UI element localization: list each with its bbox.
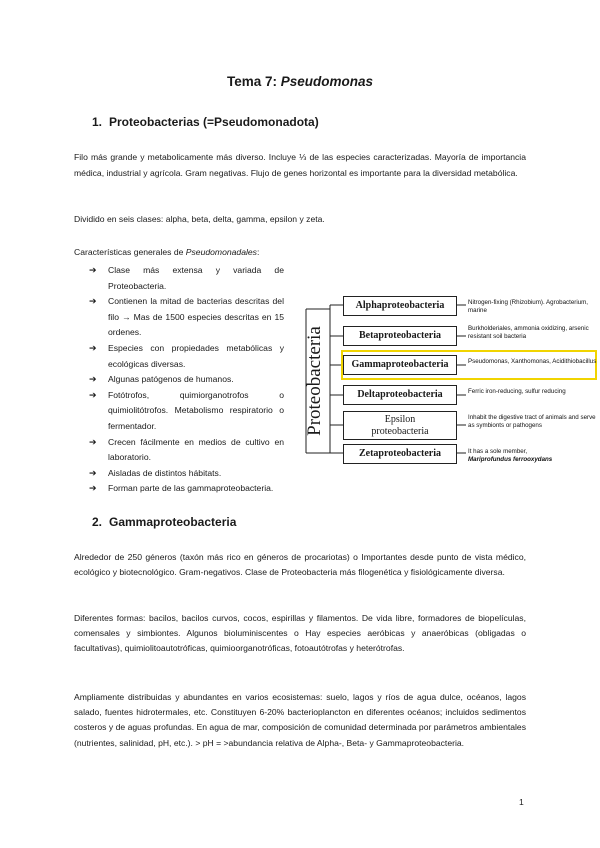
phylum-label: Proteobacteria — [304, 326, 326, 436]
class-desc-gamma: Pseudomonas, Xanthomonas, Acidithiobacillus — [468, 358, 597, 365]
list-item: ➔ Especies con propiedades metabólicas y ecológicas diversas. — [89, 342, 284, 369]
list-item: ➔ Clase más extensa y variada de Proteobacteria. — [89, 265, 284, 291]
arrow-icon: ➔ — [89, 296, 97, 307]
proteobacteria-diagram — [300, 287, 600, 477]
section-2-paragraph-2: Diferentes formas: bacilos, bacilos curvos, cocos, espirillas y filamentos. De vida libre, formadores de biopelículas, comensales y simbiontes. Algunos bioluminiscentes o Hay especies aeróbicas y anaeróbicas (obligadas o facultativas), quimiolitoautotróficas, quimioorganotróficas, fotoautótrofas y heterótrofas. — [74, 613, 526, 654]
class-box-alpha: Alphaproteobacteria — [343, 296, 457, 316]
section-2-paragraph-1: Alrededor de 250 géneros (taxón más rico en géneros de procariotas) o Importantes desde punto de vista médico, ecológico y biotecnológico. Gram-negativos. Clase de Proteobacteria más filogenética y fisiológicamente diversa. — [74, 552, 526, 578]
arrow-icon: ➔ — [89, 467, 97, 478]
characteristics-intro: Características generales de Pseudomonadales: — [74, 247, 260, 257]
arrow-icon: ➔ — [89, 436, 97, 447]
section-1-paragraph-1: Filo más grande y metabolicamente más diverso. Incluye ⅓ de las especies caracterizadas. Mayoría de importancia médica, industrial y agrícola. Gram negativas. Flujo de genes horizontal es importante para la diversidad metabólica. — [74, 152, 526, 178]
arrow-icon: ➔ — [89, 389, 97, 400]
list-item: ➔ Fotótrofos, quimiorganotrofos o quimiolitótrofos. Metabolismo respiratorio o fermentador. — [89, 389, 284, 431]
arrow-icon: ➔ — [89, 483, 97, 494]
page-number: 1 — [519, 797, 524, 807]
class-desc-alpha: Nitrogen-fixing (Rhizobium). Agrobacterium, marine — [468, 299, 589, 314]
class-box-beta: Betaproteobacteria — [343, 326, 457, 346]
class-box-delta: Deltaproteobacteria — [343, 385, 457, 405]
page-title: Tema 7: Pseudomonas — [226, 74, 374, 89]
list-item: ➔ Forman parte de las gammaproteobacteria. — [89, 481, 284, 497]
characteristics-list — [89, 263, 284, 497]
section-2-heading: 2. Gammaproteobacteria — [92, 515, 237, 529]
list-item: ➔ Algunas patógenos de humanos. — [89, 372, 284, 388]
section-1-heading: 1. Proteobacterias (=Pseudomonadota) — [92, 115, 319, 129]
class-desc-delta: Ferric iron-reducing, sulfur reducing — [468, 388, 566, 395]
class-desc-zeta: It has a sole member, Mariprofundus ferrooxydans — [468, 448, 553, 463]
list-item: ➔ Contienen la mitad de bacterias descritas del filo → Mas de 1500 especies descritas en 15 ordenes. — [89, 296, 284, 338]
arrow-icon: ➔ — [89, 374, 97, 385]
arrow-icon: ➔ — [89, 265, 97, 275]
class-desc-epsilon: Inhabit the digestive tract of animals and serve as symbionts or pathogens — [468, 414, 596, 429]
section-2-paragraph-3: Ampliamente distribuidas y abundantes en varios ecosistemas: suelo, lagos y ríos de agua dulce, océanos, lagos salado, fuentes hidrotermales, etc. Constituyen 6-20% bacterioplancton en diferentes océanos; incluidos sedimentos costeros y de aguas profundas. En agua de mar, composición de comunidad determinada por parámetros ambientales (nutrientes, salinidad, pH, etc.). > pH = >abundancia relativa de Alpha-, Beta- y Gammaproteobacteria. — [74, 692, 526, 748]
class-box-gamma: Gammaproteobacteria — [343, 355, 457, 375]
class-box-epsilon: Epsilon proteobacteria — [343, 411, 457, 440]
arrow-icon: ➔ — [89, 342, 97, 353]
list-item: ➔ Aisladas de distintos hábitats. — [89, 466, 284, 482]
class-desc-beta: Burkholderiales, ammonia oxidizing, arsenic resistant soil bacteria — [468, 325, 589, 340]
section-1-paragraph-2: Dividido en seis clases: alpha, beta, delta, gamma, epsilon y zeta. — [74, 214, 325, 224]
list-item: ➔ Crecen fácilmente en medios de cultivo en laboratorio. — [89, 436, 284, 463]
class-box-zeta: Zetaproteobacteria — [343, 444, 457, 464]
